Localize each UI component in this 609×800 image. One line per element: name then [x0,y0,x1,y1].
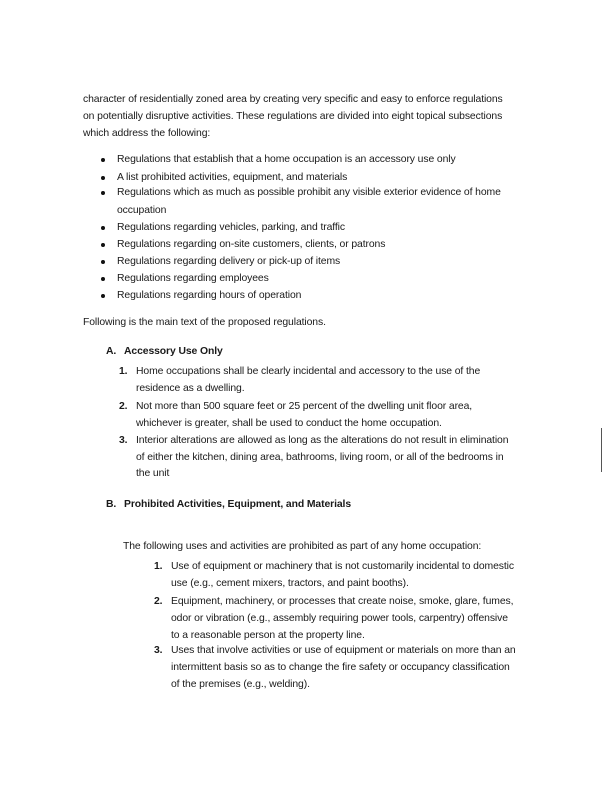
bullet-item-line: Regulations regarding delivery or pick-up of items [117,256,341,267]
section-b-title: Prohibited Activities, Equipment, and Materials [124,499,352,510]
bullet-item-line: Regulations regarding vehicles, parking, and traffic [117,222,345,233]
section-a-item-line: the unit [136,468,170,479]
section-a-item-line: Home occupations shall be clearly incidental and accessory to the use of the [136,366,481,377]
section-a-item-line: of either the kitchen, dining area, bathrooms, living room, or all of the bedrooms in [136,452,504,463]
section-b-intro: The following uses and activities are prohibited as part of any home occupation: [123,541,482,552]
bullet-item-line: Regulations that establish that a home occupation is an accessory use only [117,154,456,165]
bullet-item-line: Regulations which as much as possible prohibit any visible exterior evidence of home [117,187,501,198]
section-b-item-line: to a reasonable person at the property line. [171,630,365,641]
bullet-icon [101,176,105,180]
bullet-icon [101,191,105,195]
bullet-icon [101,158,105,162]
bullet-icon [101,294,105,298]
section-b-item-line: use (e.g., cement mixers, tractors, and paint booths). [171,578,409,589]
bullet-item-line: Regulations regarding hours of operation [117,290,302,301]
bullet-icon [101,226,105,230]
section-b-item-number: 1. [154,561,163,572]
bullet-item-line: occupation [117,205,167,216]
bullet-icon [101,243,105,247]
bullet-icon [101,260,105,264]
section-a-item-number: 1. [119,366,128,377]
intro-line: on potentially disruptive activities. These regulations are divided into eight topical subsections [83,111,503,122]
section-b-item-number: 3. [154,645,163,656]
intro-line: which address the following: [83,128,211,139]
section-b-item-line: intermittent basis so as to change the fire safety or occupancy classification [171,662,510,673]
section-b-item-line: odor or vibration (e.g., assembly requiring power tools, carpentry) offensive [171,613,508,624]
section-b-letter: B. [106,499,117,510]
section-a-item-number: 3. [119,435,128,446]
section-a-title: Accessory Use Only [124,346,223,357]
section-a-item-line: residence as a dwelling. [136,383,245,394]
section-a-letter: A. [106,346,117,357]
section-a-item-line: Not more than 500 square feet or 25 percent of the dwelling unit floor area, [136,401,473,412]
scan-mark [601,428,602,472]
bullet-icon [101,277,105,281]
following-text: Following is the main text of the proposed regulations. [83,317,326,328]
intro-line: character of residentially zoned area by creating very specific and easy to enforce regulations [83,94,503,105]
section-b-item-number: 2. [154,596,163,607]
bullet-item-line: Regulations regarding employees [117,273,269,284]
section-b-item-line: Use of equipment or machinery that is not customarily incidental to domestic [171,561,514,572]
section-a-item-line: whichever is greater, shall be used to conduct the home occupation. [136,418,442,429]
section-a-item-number: 2. [119,401,128,412]
bullet-item-line: Regulations regarding on-site customers, clients, or patrons [117,239,386,250]
section-a-item-line: Interior alterations are allowed as long as the alterations do not result in elimination [136,435,509,446]
bullet-item-line: A list prohibited activities, equipment, and materials [117,172,348,183]
section-b-item-line: of the premises (e.g., welding). [171,679,310,690]
section-b-item-line: Uses that involve activities or use of equipment or materials on more than an [171,645,516,656]
section-b-item-line: Equipment, machinery, or processes that create noise, smoke, glare, fumes, [171,596,514,607]
